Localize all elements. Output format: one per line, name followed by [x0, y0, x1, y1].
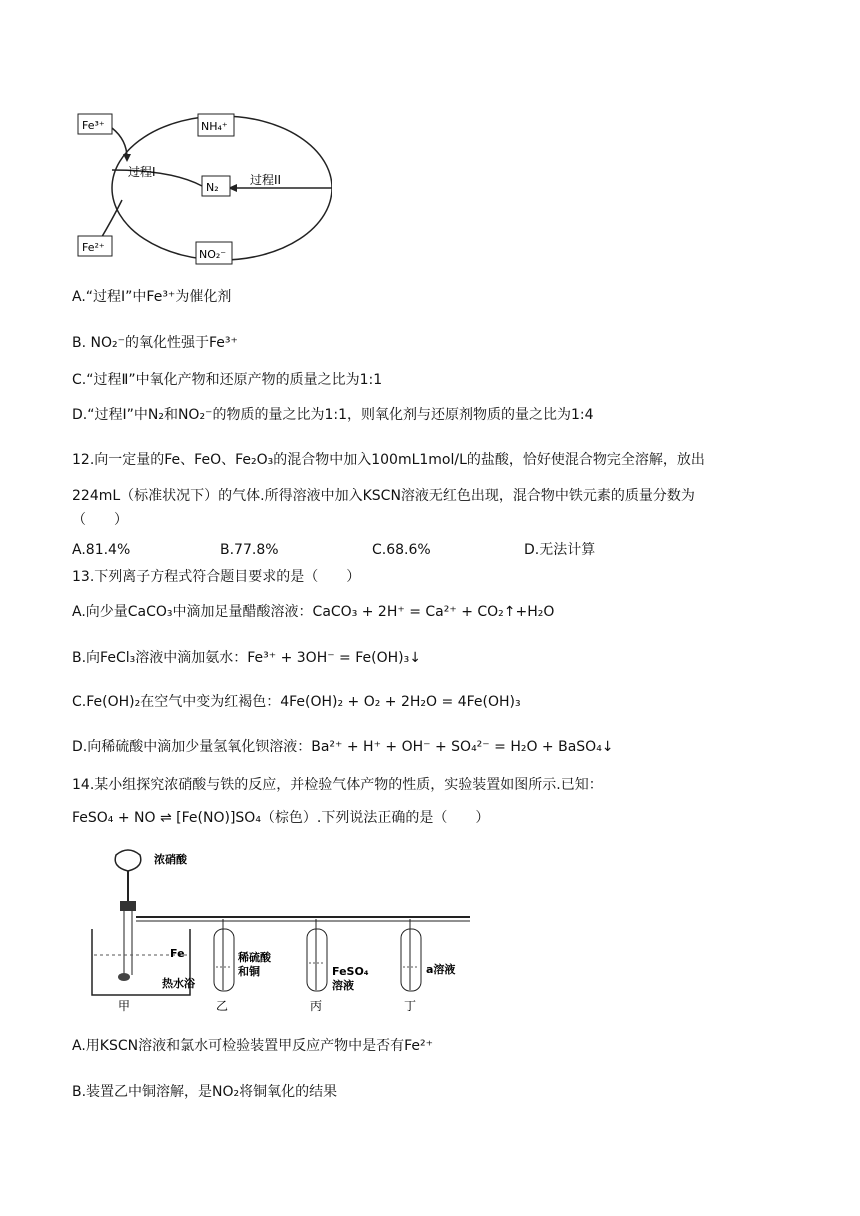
nh4-label: NH₄⁺: [201, 120, 228, 133]
q11-option-d: D.“过程Ⅰ”中N₂和NO₂⁻的物质的量之比为1:1，则氧化剂与还原剂物质的量之比为1:4: [72, 407, 594, 423]
q14-option-b: B.装置乙中铜溶解，是NO₂将铜氧化的结果: [72, 1084, 338, 1100]
q12-stem-1: 12.向一定量的Fe、FeO、Fe₂O₃的混合物中加入100mL1mol/L的盐酸，恰好使混合物完全溶解，放出: [72, 452, 705, 468]
fe2-label: Fe²⁺: [82, 241, 105, 254]
q11-option-c: C.“过程Ⅱ”中氧化产物和还原产物的质量之比为1:1: [72, 372, 383, 388]
yi-label: 乙: [216, 999, 229, 1013]
jia-label: 甲: [118, 999, 131, 1013]
apparatus-diagram: [80, 845, 500, 1015]
process1-label: 过程I: [128, 165, 156, 179]
q11-option-a: A.“过程Ⅰ”中Fe³⁺为催化剂: [72, 289, 232, 305]
q12-option-c: C.68.6%: [372, 542, 431, 558]
q14-stem-1: 14.某小组探究浓硝酸与铁的反应，并检验气体产物的性质，实验装置如图所示.已知：: [72, 777, 603, 793]
q12-stem-2: 224mL（标准状况下）的气体.所得溶液中加入KSCN溶液无红色出现，混合物中铁元素的质量分数为: [72, 488, 695, 504]
copper-label: 和铜: [238, 965, 260, 978]
acid-label: 浓硝酸: [154, 853, 187, 866]
q12-stem-3: （ ）: [72, 512, 128, 528]
solution-label: 溶液: [332, 979, 354, 992]
a-solution-label: a溶液: [426, 963, 456, 976]
nitrogen-cycle-diagram: [72, 100, 332, 280]
q13-option-c: C.Fe(OH)₂在空气中变为红褐色：4Fe(OH)₂ + O₂ + 2H₂O = 4Fe(OH)₃: [72, 694, 521, 710]
q11-option-b: B. NO₂⁻的氧化性强于Fe³⁺: [72, 335, 238, 351]
fe-label: Fe: [170, 947, 185, 960]
bing-label: 丙: [310, 999, 323, 1013]
q14-stem-2: FeSO₄ + NO ⇌ [Fe(NO)]SO₄（棕色）.下列说法正确的是（ ）: [72, 810, 490, 826]
q13-stem: 13.下列离子方程式符合题目要求的是（ ）: [72, 569, 361, 585]
dilute-label: 稀硫酸: [238, 951, 271, 964]
q12-option-d: D.无法计算: [524, 542, 596, 558]
q13-option-d: D.向稀硫酸中滴加少量氢氧化钡溶液：Ba²⁺ + H⁺ + OH⁻ + SO₄²⁻ = H₂O + BaSO₄↓: [72, 739, 614, 755]
q13-option-b: B.向FeCl₃溶液中滴加氨水：Fe³⁺ + 3OH⁻ = Fe(OH)₃↓: [72, 650, 421, 666]
n2-label: N₂: [206, 181, 219, 194]
fe3-label: Fe³⁺: [82, 119, 105, 132]
q12-option-b: B.77.8%: [220, 542, 279, 558]
q14-option-a: A.用KSCN溶液和氯水可检验装置甲反应产物中是否有Fe²⁺: [72, 1038, 433, 1054]
q13-option-a: A.向少量CaCO₃中滴加足量醋酸溶液：CaCO₃ + 2H⁺ = Ca²⁺ + CO₂↑+H₂O: [72, 604, 555, 620]
feso4-label: FeSO₄: [332, 965, 369, 978]
no2-label: NO₂⁻: [199, 248, 227, 261]
ding-label: 丁: [404, 999, 417, 1013]
q12-option-a: A.81.4%: [72, 542, 131, 558]
process2-label: 过程II: [250, 173, 282, 187]
bath-label: 热水浴: [162, 977, 195, 990]
